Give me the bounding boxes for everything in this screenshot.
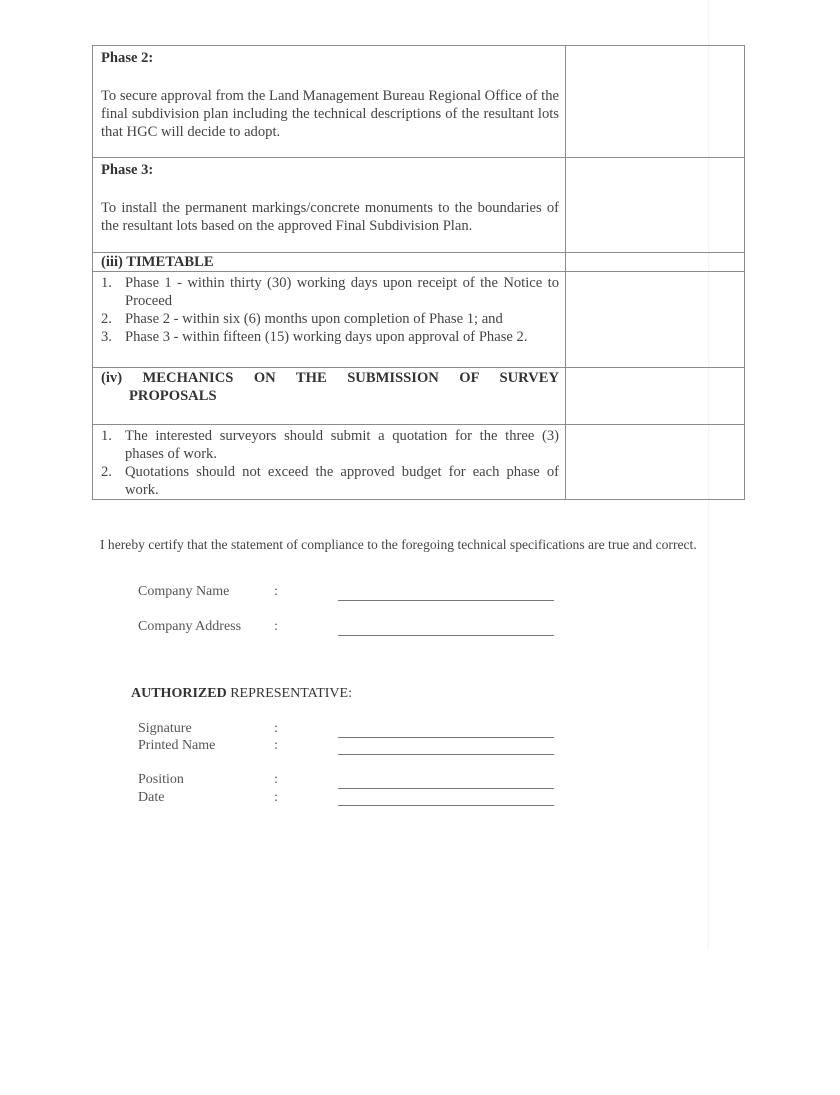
mechanics-heading-line-2: PROPOSALS [129, 388, 217, 404]
mechanics-items-compliance-cell [566, 425, 745, 500]
mechanics-list [93, 425, 565, 499]
phase-2-cell [93, 46, 566, 158]
phase-2-heading: Phase 2: [101, 50, 154, 66]
field-label: Signature [138, 721, 192, 736]
list-item-number: 2. [101, 311, 112, 327]
field-colon: : [274, 772, 278, 787]
table-row-timetable-items [93, 272, 745, 368]
list-item-text: Quotations should not exceed the approved budget for each phase of work. [125, 464, 559, 498]
position-input-line[interactable] [338, 771, 554, 789]
field-label: Printed Name [138, 738, 216, 753]
phase-3-text: To install the permanent markings/concrete monuments to the boundaries of the resultant lots based on the approved Final Subdivision Plan. [101, 200, 559, 234]
list-item-text: Phase 1 - within thirty (30) working days upon receipt of the Notice to Proceed [125, 275, 559, 309]
list-item [101, 310, 559, 328]
signature-input-line[interactable] [338, 720, 554, 738]
table-row-mechanics-items [93, 425, 745, 500]
list-item-text: The interested surveyors should submit a quotation for the three (3) phases of work. [125, 428, 559, 462]
technical-specifications-table [92, 45, 745, 500]
field-colon: : [274, 721, 278, 736]
authorized-representative-heading [131, 686, 352, 702]
table-row-phase-3 [93, 158, 745, 253]
list-item-number: 1. [101, 275, 112, 291]
table-row-mechanics-heading [93, 368, 745, 425]
printed-name-input-line[interactable] [338, 737, 554, 755]
timetable-heading-cell [93, 253, 566, 272]
timetable-heading-compliance-cell [566, 253, 745, 272]
certification-statement: I hereby certify that the statement of compliance to the foregoing technical specifications are true and correct. [100, 537, 697, 552]
table-row-phase-2 [93, 46, 745, 158]
timetable-items-cell [93, 272, 566, 368]
mechanics-heading-line-2-wrap [93, 387, 565, 405]
field-colon: : [274, 619, 278, 634]
field-colon: : [274, 738, 278, 753]
list-item [101, 427, 559, 463]
date-input-line[interactable] [338, 789, 554, 806]
mechanics-heading-cell [93, 368, 566, 425]
mechanics-items-cell [93, 425, 566, 500]
field-colon: : [274, 584, 278, 599]
timetable-list [93, 272, 565, 346]
timetable-items-compliance-cell [566, 272, 745, 368]
mechanics-heading-line-1: (iv) MECHANICS ON THE SUBMISSION OF SURVEY [101, 370, 559, 386]
list-item-number: 1. [101, 428, 112, 444]
list-item-text: Phase 2 - within six (6) months upon completion of Phase 1; and [125, 311, 503, 327]
list-item-text: Phase 3 - within fifteen (15) working days upon approval of Phase 2. [125, 329, 528, 345]
list-item [101, 274, 559, 310]
list-item-number: 3. [101, 329, 112, 345]
field-label: Position [138, 772, 184, 787]
list-item [101, 328, 559, 346]
table-row-timetable-heading [93, 253, 745, 272]
authorized-bold: AUTHORIZED [131, 686, 227, 701]
field-label: Company Name [138, 584, 230, 599]
phase-2-compliance-cell [566, 46, 745, 158]
field-label: Date [138, 790, 165, 805]
mechanics-heading-compliance-cell [566, 368, 745, 425]
phase-2-text: To secure approval from the Land Management Bureau Regional Office of the final subdivision plan including the technical descriptions of the resultant lots that HGC will decide to adopt. [101, 88, 559, 140]
phase-3-heading: Phase 3: [101, 162, 154, 178]
representative-label: REPRESENTATIVE: [226, 686, 352, 701]
timetable-heading: (iii) TIMETABLE [101, 254, 214, 270]
list-item-number: 2. [101, 464, 112, 480]
phase-3-compliance-cell [566, 158, 745, 253]
phase-3-cell [93, 158, 566, 253]
field-label: Company Address [138, 619, 242, 634]
company-name-input-line[interactable] [338, 584, 554, 601]
field-colon: : [274, 790, 278, 805]
list-item [101, 463, 559, 499]
company-address-input-line[interactable] [338, 618, 554, 636]
